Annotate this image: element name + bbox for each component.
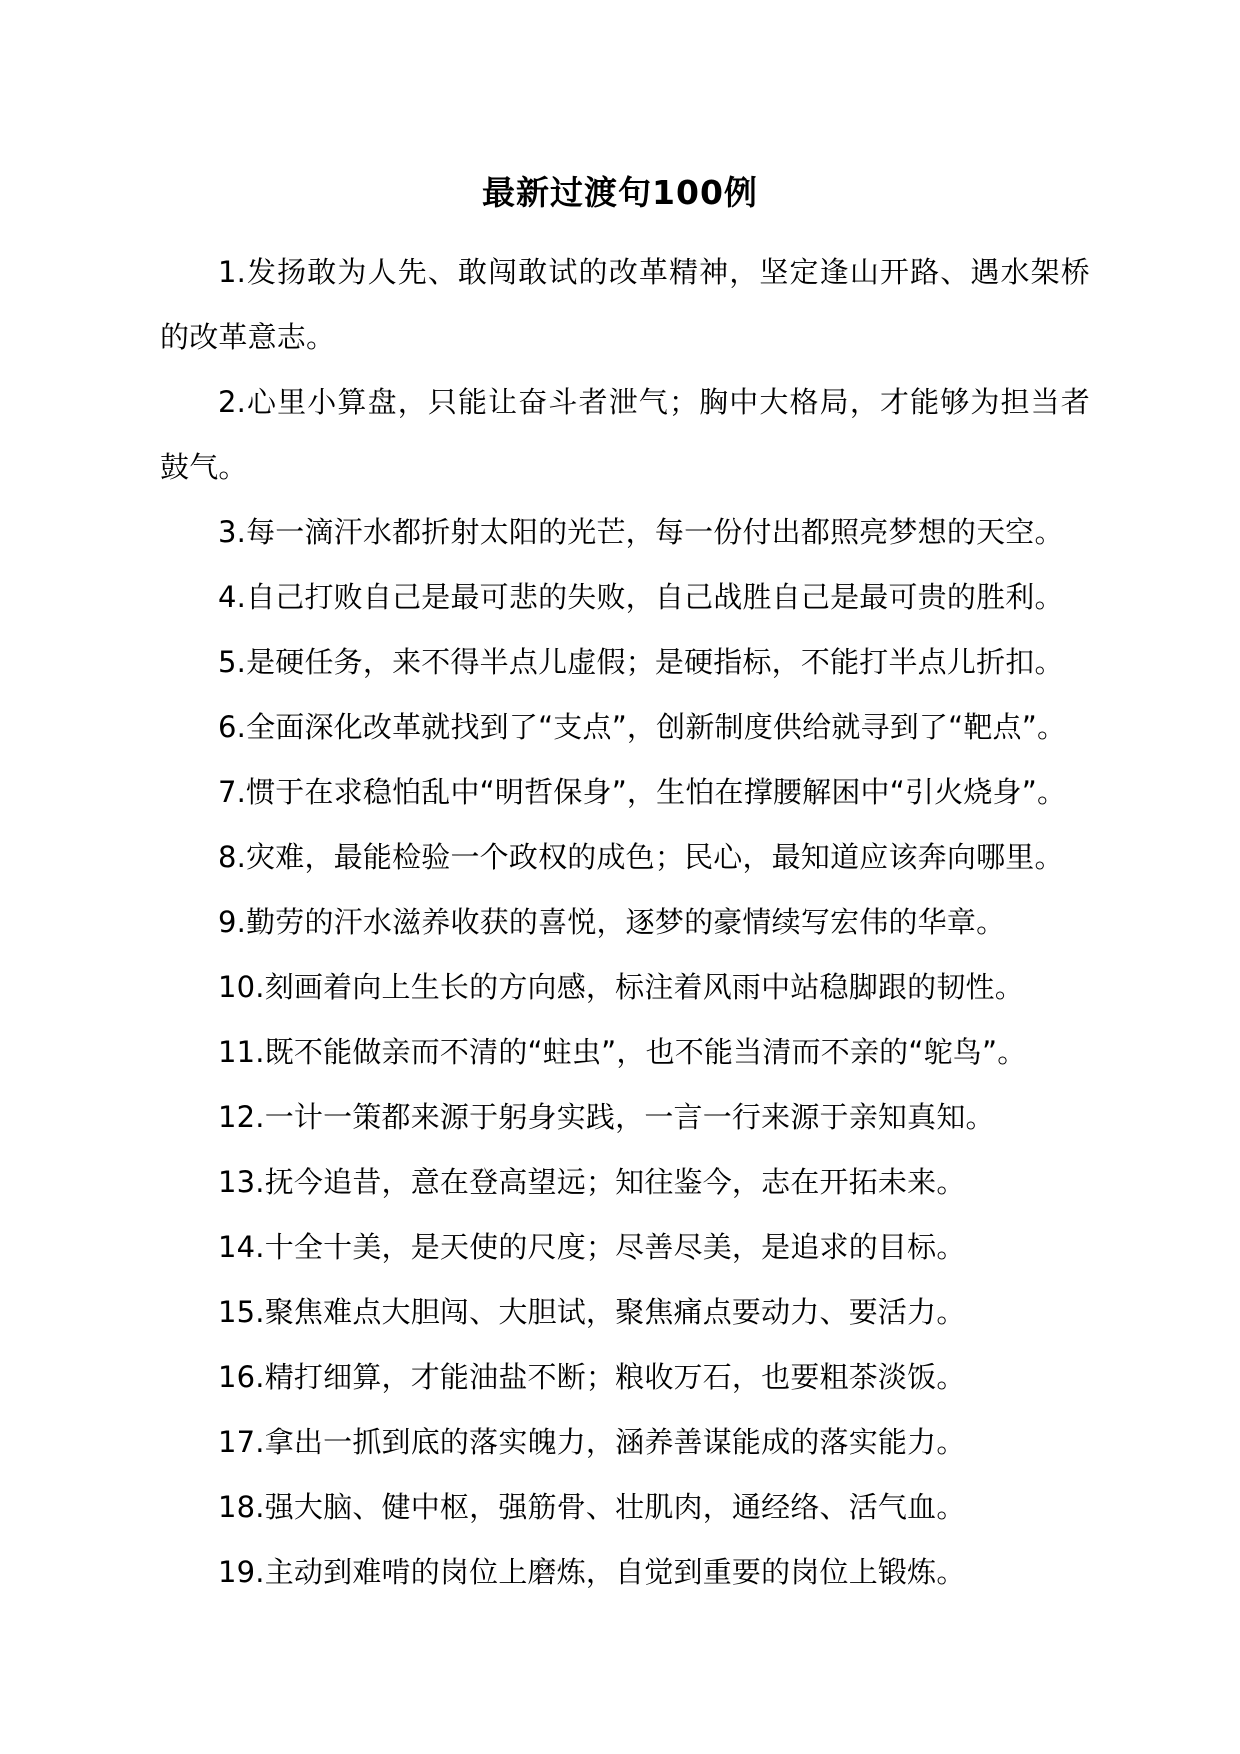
list-item: 17.拿出一抓到底的落实魄力，涵养善谋能成的落实能力。 [218, 1425, 966, 1459]
list-item: 11.既不能做亲而不清的“蛀虫”，也不能当清而不亲的“鸵鸟”。 [218, 1035, 1027, 1069]
list-item: 2.心里小算盘，只能让奋斗者泄气；胸中大格局，才能够为担当者鼓气。 [160, 385, 1090, 484]
list-item: 6.全面深化改革就找到了“支点”，创新制度供给就寻到了“靶点”。 [218, 710, 1067, 744]
list-item: 3.每一滴汗水都折射太阳的光芒，每一份付出都照亮梦想的天空。 [218, 515, 1064, 549]
document-title: 最新过渡句100例 [482, 173, 758, 212]
list-item: 14.十全十美，是天使的尺度；尽善尽美，是追求的目标。 [218, 1230, 966, 1264]
list-item: 13.抚今追昔，意在登高望远；知往鉴今，志在开拓未来。 [218, 1165, 966, 1199]
document-body [160, 240, 1090, 1605]
list-item: 12.一计一策都来源于躬身实践，一言一行来源于亲知真知。 [218, 1100, 995, 1134]
list-item: 8.灾难，最能检验一个政权的成色；民心，最知道应该奔向哪里。 [218, 840, 1064, 874]
list-item: 1.发扬敢为人先、敢闯敢试的改革精神，坚定逢山开路、遇水架桥的改革意志。 [160, 255, 1090, 354]
list-item: 10.刻画着向上生长的方向感，标注着风雨中站稳脚跟的韧性。 [218, 970, 1024, 1004]
list-item: 9.勤劳的汗水滋养收获的喜悦，逐梦的豪情续写宏伟的华章。 [218, 905, 1006, 939]
list-item: 5.是硬任务，来不得半点儿虚假；是硬指标，不能打半点儿折扣。 [218, 645, 1064, 679]
list-item: 19.主动到难啃的岗位上磨炼，自觉到重要的岗位上锻炼。 [218, 1555, 966, 1589]
list-item: 15.聚焦难点大胆闯、大胆试，聚焦痛点要动力、要活力。 [218, 1295, 966, 1329]
list-item: 16.精打细算，才能油盐不断；粮收万石，也要粗茶淡饭。 [218, 1360, 966, 1394]
list-item: 7.惯于在求稳怕乱中“明哲保身”，生怕在撑腰解困中“引火烧身”。 [218, 775, 1067, 809]
list-item: 18.强大脑、健中枢，强筋骨、壮肌肉，通经络、活气血。 [218, 1490, 966, 1524]
list-item: 4.自己打败自己是最可悲的失败，自己战胜自己是最可贵的胜利。 [218, 580, 1064, 614]
